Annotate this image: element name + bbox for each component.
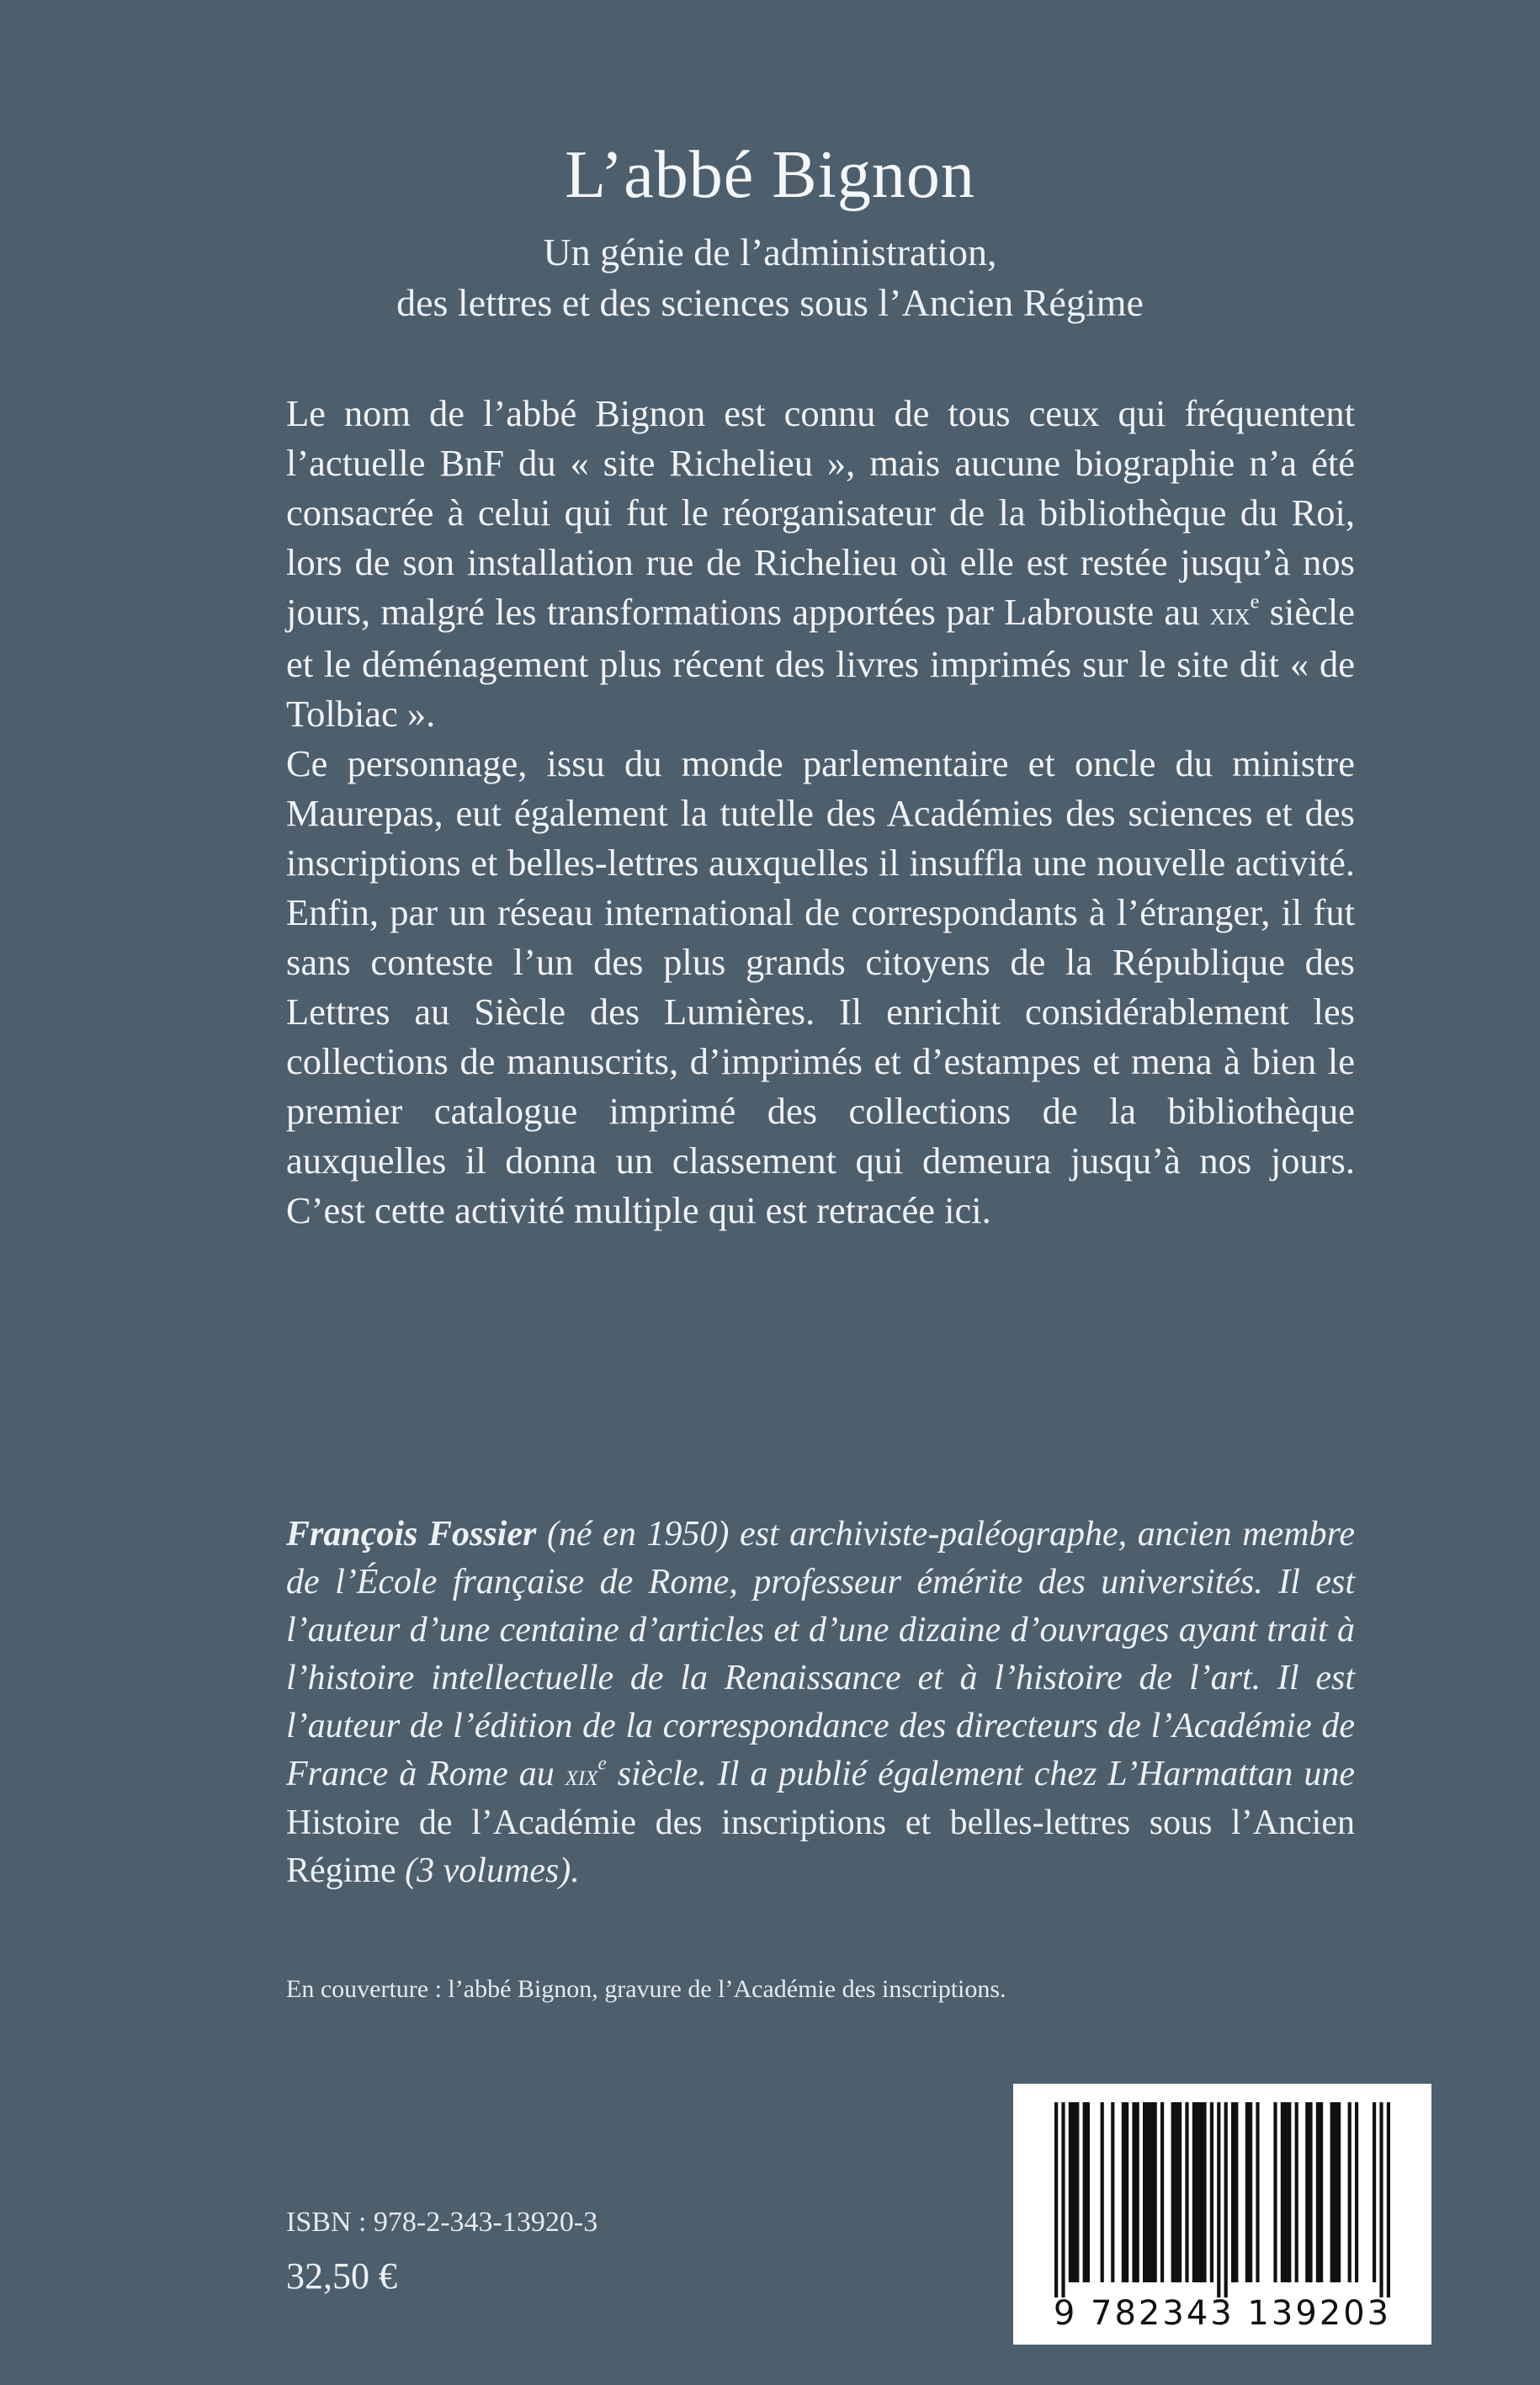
subtitle-line-1: Un génie de l’administration, xyxy=(543,231,997,274)
summary-p1-text-a: Le nom de l’abbé Bignon est connu de tous ceux qui fréquentent l’actuelle BnF du « site Richelieu », mais aucune biographie n’a été consacrée à celui qui fut le réorganisateur de la bibliothèque du Roi, lors de son installation rue de Richelieu où elle est restée jusqu’à nos jours, malgré les transformations apportées par Labrouste au xyxy=(286,392,1355,633)
barcode-bar xyxy=(1122,2102,1128,2282)
barcode-bar xyxy=(1305,2102,1312,2282)
barcode-bar xyxy=(1295,2102,1298,2282)
barcode-bar xyxy=(1231,2102,1238,2282)
author-name: François Fossier xyxy=(286,1515,537,1554)
barcode-bar xyxy=(1160,2102,1164,2282)
summary-p1-text-b: siècle et le déménagement plus récent des livres imprimés sur le site dit « de Tolbiac ». xyxy=(286,591,1355,735)
barcode-bar xyxy=(1069,2102,1080,2282)
barcode-bar xyxy=(1210,2102,1213,2282)
barcode-bar xyxy=(1171,2102,1182,2282)
subtitle-line-2: des lettres et des sciences sous l’Ancien Régime xyxy=(396,281,1144,324)
isbn: ISBN : 978-2-343-13920-3 xyxy=(286,2207,598,2238)
barcode-bar xyxy=(1330,2102,1341,2282)
summary-paragraph-1 xyxy=(286,389,1355,739)
cover-credit: En couverture : l’abbé Bignon, gravure de l’Académie des inscriptions. xyxy=(286,1975,1006,2003)
book-subtitle xyxy=(0,227,1540,328)
barcode-bar xyxy=(1083,2102,1090,2282)
price: 32,50 € xyxy=(286,2255,397,2297)
barcode-bar xyxy=(1143,2102,1157,2282)
author-book-title: Histoire de l’Académie des inscriptions et belles-lettres sous l’Ancien Régime xyxy=(286,1803,1355,1890)
barcode-bar xyxy=(1101,2102,1104,2282)
barcode-bar xyxy=(1185,2102,1188,2282)
barcode-guard-bar xyxy=(1061,2102,1065,2297)
author-bio-text-a: (né en 1950) est archiviste-paléographe, ancien membre de l’École française de Rome, professeur émérite des universités. Il est l’auteur d’une centaine d’articles et d’une dizaine d’ouvrages ayant trait à l’histoire intellectuelle de la Renaissance et à l’histoire de l’art. Il est l’auteur de l’édition de la correspondance des directeurs de l’Académie de France à Rome au xyxy=(286,1515,1355,1793)
barcode-guard-bar xyxy=(1387,2102,1390,2297)
author-bio-text-c: (3 volumes). xyxy=(396,1851,580,1890)
barcode-guard-bar xyxy=(1224,2102,1228,2297)
book-title: L’abbé Bignon xyxy=(565,138,975,212)
barcode-bar xyxy=(1373,2102,1376,2282)
author-bio-text-b: siècle. Il a publié également chez L’Harmattan une xyxy=(606,1755,1355,1793)
barcode-bar xyxy=(1316,2102,1323,2282)
summary-p1-superscript: e xyxy=(1250,590,1260,614)
barcode-bar xyxy=(1273,2102,1277,2282)
barcode-bar xyxy=(1348,2102,1351,2282)
barcode-guard-bar xyxy=(1054,2102,1058,2297)
barcode xyxy=(1013,2084,1431,2345)
author-bio-century: xix xyxy=(565,1758,598,1792)
book-summary xyxy=(286,389,1355,1235)
barcode-bar xyxy=(1355,2102,1358,2282)
author-bio-superscript: e xyxy=(597,1751,607,1774)
barcode-bar xyxy=(1245,2102,1252,2282)
barcode-bar xyxy=(1192,2102,1207,2282)
barcode-bar xyxy=(1281,2102,1292,2282)
summary-paragraph-2: Ce personnage, issu du monde parlementaire et oncle du ministre Maurepas, eut également la tutelle des Académies des sciences et des inscriptions et belles-lettres auxquelles il insuffla une nouvelle activité. Enfin, par un réseau international de correspondants à l’étranger, il fut sans conteste l’un des plus grands citoyens de la République des Lettres au Siècle des Lumières. Il enrichit considérablement les collections de manuscrits, d’imprimés et d’estampes et mena à bien le premier catalogue imprimé des collections de la bibliothèque auxquelles il donna un classement qui demeura jusqu’à nos jours. C’est cette activité multiple qui est retracée ici. xyxy=(286,742,1355,1231)
summary-p1-century: xix xyxy=(1209,597,1251,632)
barcode-guard-bar xyxy=(1379,2102,1383,2297)
barcode-bar xyxy=(1111,2102,1114,2282)
barcode-digits: 9 782343 139203 xyxy=(1053,2294,1392,2333)
author-bio xyxy=(286,1511,1355,1895)
barcode-bar xyxy=(1132,2102,1139,2282)
barcode-guard-bar xyxy=(1217,2102,1220,2297)
barcode-bar xyxy=(1256,2102,1259,2282)
